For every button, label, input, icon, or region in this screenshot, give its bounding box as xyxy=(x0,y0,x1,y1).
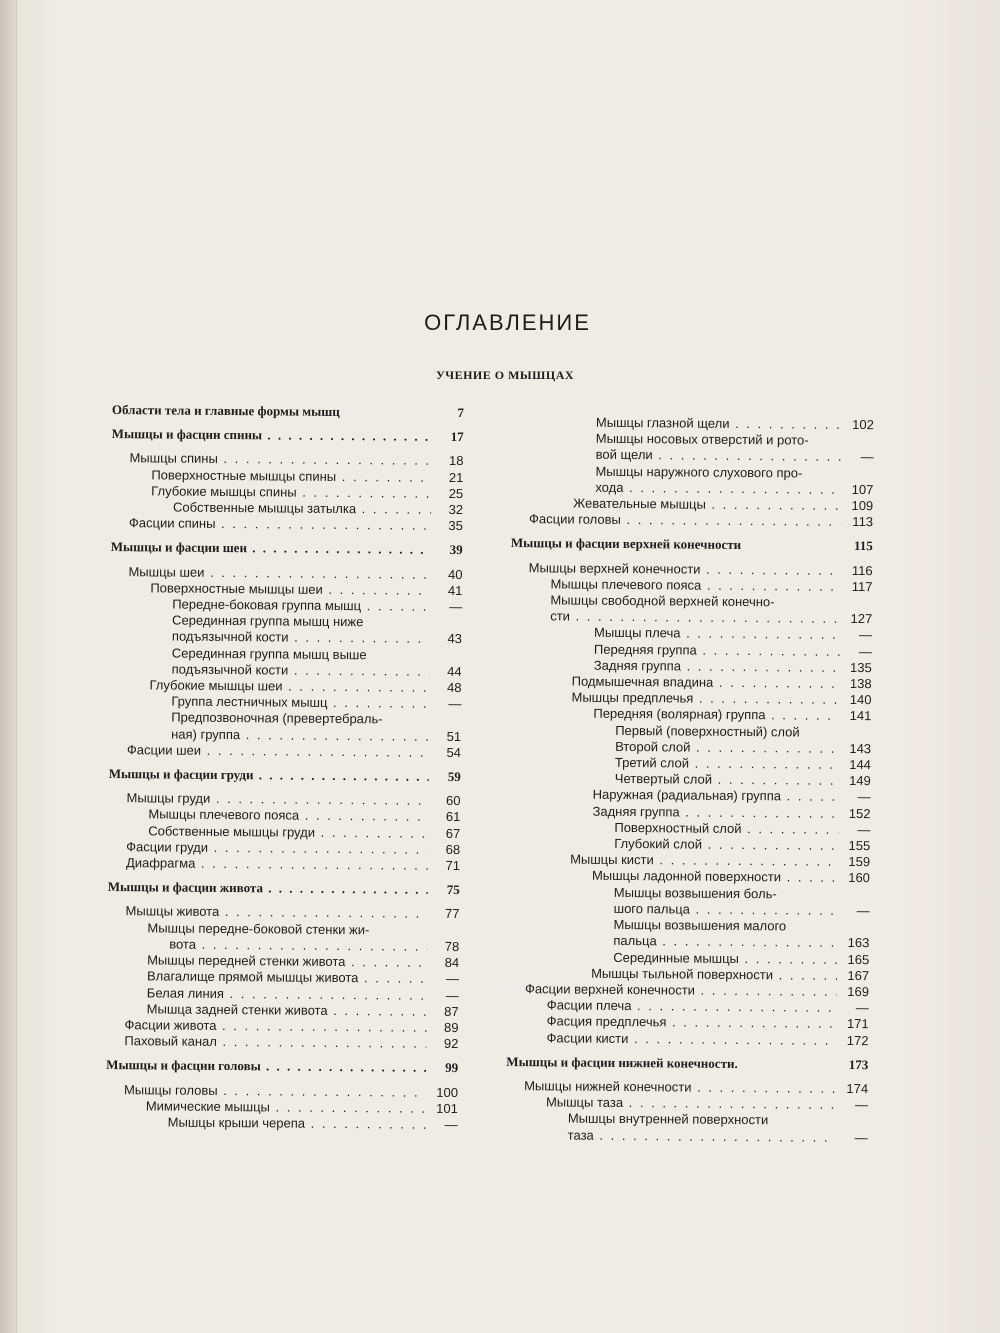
toc-entry-label: Мышцы передней стенки живота . . . xyxy=(107,952,427,971)
toc-entry-label: вота . . . xyxy=(107,936,427,955)
toc-entry-label: Четвертый слой . . . xyxy=(531,770,839,789)
toc-entry-page: — xyxy=(859,627,873,643)
toc-entry-page: 35 xyxy=(448,518,463,534)
toc-entry-page: 17 xyxy=(450,429,464,445)
toc-entry-label: Первый (поверхностный) слой xyxy=(615,722,800,740)
toc-entry-page: 54 xyxy=(446,744,462,760)
toc-entry-page: 140 xyxy=(849,692,872,708)
toc-entry-label: Мышцы внутренней поверхности xyxy=(567,1110,769,1128)
toc-entry-label: Фасции верхней конечности . . . xyxy=(507,981,837,1000)
toc-entry xyxy=(109,742,461,761)
toc-section-heading xyxy=(111,539,463,558)
toc-entry-label: Поверхностные мышцы спины . . . xyxy=(111,467,431,486)
toc-entry-page: — xyxy=(445,971,460,987)
toc-entry-page: 116 xyxy=(851,562,873,578)
toc-entry-label: Мышцы предплечья . . . xyxy=(509,689,839,708)
toc-entry-label: Задняя группа . . . xyxy=(510,657,840,676)
toc-entry-label: Собственные мышцы груди . . . xyxy=(108,823,428,842)
toc-entry-label: Мышцы возвышения боль- xyxy=(613,884,777,902)
toc-entry-page: 18 xyxy=(448,453,464,469)
toc-entry-page: 40 xyxy=(447,566,463,582)
toc-entry-page: 39 xyxy=(449,542,463,558)
toc-entry-page: 75 xyxy=(446,882,460,898)
toc-entry-label: Мышцы плечевого пояса . . . xyxy=(510,576,840,595)
toc-entry-page: — xyxy=(860,449,874,465)
toc-section-heading xyxy=(106,1057,458,1076)
toc-entry-page: 152 xyxy=(848,805,871,821)
toc-section-heading xyxy=(108,879,460,898)
toc-entry-label: Группа лестничных мышц . . . xyxy=(109,693,429,712)
toc-entry-label: Влагалище прямой мышцы живота . . . xyxy=(107,968,427,987)
toc-entry-label: Мышцы тыльной поверхности . . . xyxy=(507,965,837,984)
toc-entry-label: сти . . . xyxy=(510,608,840,627)
toc-entry-label: Фасции кисти . . . xyxy=(506,1029,836,1048)
toc-entry-page: 127 xyxy=(850,611,873,627)
toc-entry-page: 101 xyxy=(436,1100,458,1116)
toc-entry-label: подъязычной кости . . . xyxy=(110,661,430,680)
toc-entry-page: — xyxy=(858,643,873,659)
toc-section-heading xyxy=(112,402,464,421)
toc-section-heading xyxy=(511,535,873,554)
toc-entry-page: 59 xyxy=(447,769,461,785)
toc-entry-page: 51 xyxy=(446,728,462,744)
toc-entry-label: Фасции шеи . . . xyxy=(109,742,429,761)
toc-entry-label: Подмышечная впадина . . . xyxy=(510,673,840,692)
toc-entry-page: 138 xyxy=(849,676,872,692)
toc-entry-label: Глубокие мышцы спины . . . xyxy=(111,483,431,502)
toc-entry-page: 169 xyxy=(847,983,870,1000)
toc-entry-page: 173 xyxy=(848,1056,869,1072)
toc-entry-page: 171 xyxy=(846,1016,869,1032)
toc-section-heading xyxy=(109,766,461,785)
toc-entry-label: Фасции живота . . . xyxy=(106,1017,426,1036)
section-subtitle: УЧЕНИЕ О МЫШЦАХ xyxy=(435,368,575,382)
toc-entry-label: Фасции груди . . . xyxy=(108,839,428,858)
toc-entry-label: Мышцы и фасции нижней конечности. xyxy=(506,1053,738,1071)
toc-entry-page: 100 xyxy=(436,1084,459,1100)
toc-entry-page: 163 xyxy=(847,935,870,951)
toc-entry-page: 61 xyxy=(445,809,461,825)
toc-entry xyxy=(106,1033,458,1052)
toc-entry-page: 77 xyxy=(445,906,460,922)
toc-entry-label: Мышцы крыши черепа . . . xyxy=(106,1114,426,1133)
toc-entry-label: Мышца задней стенки живота . . . xyxy=(107,1001,427,1020)
toc-entry-label: Наружная (радиальная) группа . . . xyxy=(509,786,839,805)
toc-entry-label: Мышцы таза . . . xyxy=(506,1094,836,1113)
toc-entry-label: Фасции плеча . . . xyxy=(507,997,837,1016)
toc-entry-page: 71 xyxy=(445,858,461,874)
toc-entry-page: 160 xyxy=(848,870,871,886)
toc-entry-page: 60 xyxy=(445,793,461,809)
toc-entry-label: Мышцы возвышения малого xyxy=(613,916,787,934)
toc-entry xyxy=(111,515,463,534)
toc-entry-label: Задняя группа . . . xyxy=(508,803,838,822)
toc-entry-label: хода . . . xyxy=(511,479,841,498)
toc-entry xyxy=(106,1114,458,1133)
toc-entry-page: 167 xyxy=(847,967,870,983)
toc-entry-label: Мышцы и фасции шеи . . . xyxy=(111,539,431,558)
toc-entry-page: 84 xyxy=(444,955,460,971)
toc-entry-page: — xyxy=(444,1116,458,1132)
toc-entry-label: Мышцы носовых отверстий и рото- xyxy=(595,430,809,448)
toc-entry-page: — xyxy=(857,821,871,838)
toc-entry-label: Фасции спины . . . xyxy=(111,515,431,534)
toc-entry-page: 113 xyxy=(852,514,874,530)
toc-entry-label: таза . . . xyxy=(506,1127,836,1146)
toc-entry-label: Фасции головы . . . xyxy=(511,511,841,530)
toc-entry-label: Мышцы и фасции груди . . . xyxy=(109,766,429,785)
toc-entry-page: 144 xyxy=(849,757,872,773)
toc-entry-label: Серединная группа мышц выше xyxy=(171,645,367,662)
page-title: ОГЛАВЛЕНИЕ xyxy=(424,310,591,335)
toc-section-heading xyxy=(112,426,464,445)
toc-entry-label: Предпозвоночная (превертебраль- xyxy=(171,709,383,727)
toc-entry-label: Мышцы верхней конечности . . . xyxy=(511,560,841,579)
toc-entry-label: Мышцы шеи . . . xyxy=(110,564,430,583)
toc-entry-label: ная) группа . . . xyxy=(109,726,429,745)
toc-entry-page: 165 xyxy=(847,951,870,967)
toc-entry-page: — xyxy=(854,1129,868,1145)
toc-entry-page: 89 xyxy=(444,1019,459,1035)
toc-entry-label: Второй слой . . . xyxy=(531,738,839,757)
toc-entry-page: 68 xyxy=(445,841,461,857)
toc-entry-page: — xyxy=(448,696,462,712)
toc-entry-page: 99 xyxy=(445,1060,459,1076)
toc-entry-label: Паховый канал . . . xyxy=(106,1033,426,1052)
toc-entry-label: Серединная группа мышц ниже xyxy=(172,612,364,630)
toc-entry-label: Жевательные мышцы . . . xyxy=(511,495,841,514)
toc-entry-page: 141 xyxy=(849,708,872,724)
toc-entry-page: 67 xyxy=(445,825,461,841)
toc-entry-page: — xyxy=(857,789,871,805)
toc-entry-label: Мышцы плечевого пояса . . . xyxy=(108,806,428,825)
toc-entry-label: шого пальца . . . xyxy=(530,900,838,919)
toc-entry-label: Мышцы живота . . . xyxy=(107,903,427,922)
toc-entry-label: Фасция предплечья . . . xyxy=(507,1013,837,1032)
toc-entry-page: 159 xyxy=(848,854,871,870)
toc-left-column xyxy=(106,402,464,1133)
toc-entry-page: — xyxy=(449,598,463,615)
toc-entry-label: Диафрагма . . . xyxy=(108,855,428,874)
toc-entry-label: Мышцы кисти . . . xyxy=(508,851,838,870)
toc-entry-label: Мышцы и фасции головы . . . xyxy=(106,1057,426,1076)
toc-entry-label: пальца . . . xyxy=(529,932,837,951)
toc-entry-label: Мышцы нижней конечности . . . xyxy=(506,1078,836,1097)
book-spine-shadow xyxy=(0,0,17,1333)
toc-entry-label: Поверхностный слой . . . xyxy=(530,819,838,838)
toc-entry-page: 172 xyxy=(846,1032,869,1048)
toc-entry-page: — xyxy=(855,1000,869,1016)
toc-entry-label: Мышцы наружного слухового про- xyxy=(595,463,803,481)
toc-entry-label: Мышцы головы . . . xyxy=(106,1081,426,1100)
toc-entry-label: Мышцы свободной верхней конечно- xyxy=(550,592,775,610)
toc-entry-page: 87 xyxy=(444,1003,459,1019)
toc-entry-page: 32 xyxy=(448,501,464,518)
toc-entry-page: 102 xyxy=(852,416,874,433)
toc-entry-page: 78 xyxy=(444,938,460,954)
toc-entry xyxy=(511,511,873,530)
toc-entry-label: Третий слой . . . xyxy=(531,754,839,773)
toc-entry xyxy=(108,855,460,874)
toc-entry-label: вой щели . . . xyxy=(512,446,842,465)
toc-entry-label: Глубокие мышцы шеи . . . xyxy=(109,677,429,696)
toc-entry-label: Серединные мышцы . . . xyxy=(529,949,837,968)
toc-entry-label: Поверхностные мышцы шеи . . . xyxy=(110,580,430,599)
toc-entry-page: 92 xyxy=(443,1036,459,1052)
toc-entry-page: 155 xyxy=(848,838,871,854)
toc-entry-page: 143 xyxy=(849,740,872,757)
toc-entry-label: Мышцы ладонной поверхности . . . xyxy=(508,867,838,886)
toc-entry-page: 43 xyxy=(447,631,463,647)
toc-entry-label: Мышцы передне-боковой стенки жи- xyxy=(147,920,370,937)
toc-entry-page: 174 xyxy=(846,1080,869,1097)
toc-entry-page: 25 xyxy=(448,485,464,501)
toc-entry-label: Передняя группа . . . xyxy=(510,641,840,660)
toc-entry-label: Мышцы глазной щели . . . xyxy=(512,414,842,433)
toc-entry-page: — xyxy=(856,902,870,919)
toc-entry-page: 21 xyxy=(448,469,464,485)
toc-entry-label: Белая линия . . . xyxy=(107,984,427,1003)
toc-entry-label: Мышцы и фасции спины . . . xyxy=(112,426,432,445)
toc-entry-page: 149 xyxy=(849,773,871,789)
toc-section-heading xyxy=(506,1054,868,1073)
toc-entry-label: Передняя (волярная) группа . . . xyxy=(509,705,839,724)
toc-entry xyxy=(506,1029,868,1048)
toc-entry-label: Мышцы груди . . . xyxy=(108,790,428,809)
toc-entry-label: Передне-боковая группа мышц . . . xyxy=(110,596,430,615)
toc-entry-label: Мимические мышцы . . . xyxy=(106,1098,426,1117)
toc-entry-page: 115 xyxy=(853,538,873,554)
toc-entry-page: 48 xyxy=(446,679,462,696)
toc-entry-page: 117 xyxy=(851,578,873,594)
toc-entry-page: 41 xyxy=(447,582,463,598)
toc-entry-label: Мышцы и фасции живота . . . xyxy=(108,879,428,898)
toc-entry-label: Мышцы и фасции верхней конечности xyxy=(510,535,742,553)
toc-entry xyxy=(506,1127,868,1146)
toc-entry-label: подъязычной кости . . . xyxy=(110,628,430,647)
toc-entry-page: — xyxy=(854,1097,869,1113)
toc-entry-label: Глубокий слой . . . xyxy=(530,835,838,854)
toc-entry-label: Собственные мышцы затылка . . . xyxy=(111,499,431,518)
toc-entry-page: 135 xyxy=(850,659,872,675)
toc-right-column xyxy=(506,414,874,1146)
toc-entry-page: 107 xyxy=(851,481,874,497)
toc-entry-page: 44 xyxy=(447,663,462,679)
toc-entry-page: 109 xyxy=(851,497,874,514)
toc-entry-label: Мышцы плеча . . . xyxy=(510,624,840,643)
toc-entry-label: Мышцы спины . . . xyxy=(111,450,431,469)
toc-entry-page: 7 xyxy=(457,405,464,421)
toc-entry-label: Области тела и главные формы мышц xyxy=(111,402,340,419)
toc-entry-page: — xyxy=(445,987,459,1003)
